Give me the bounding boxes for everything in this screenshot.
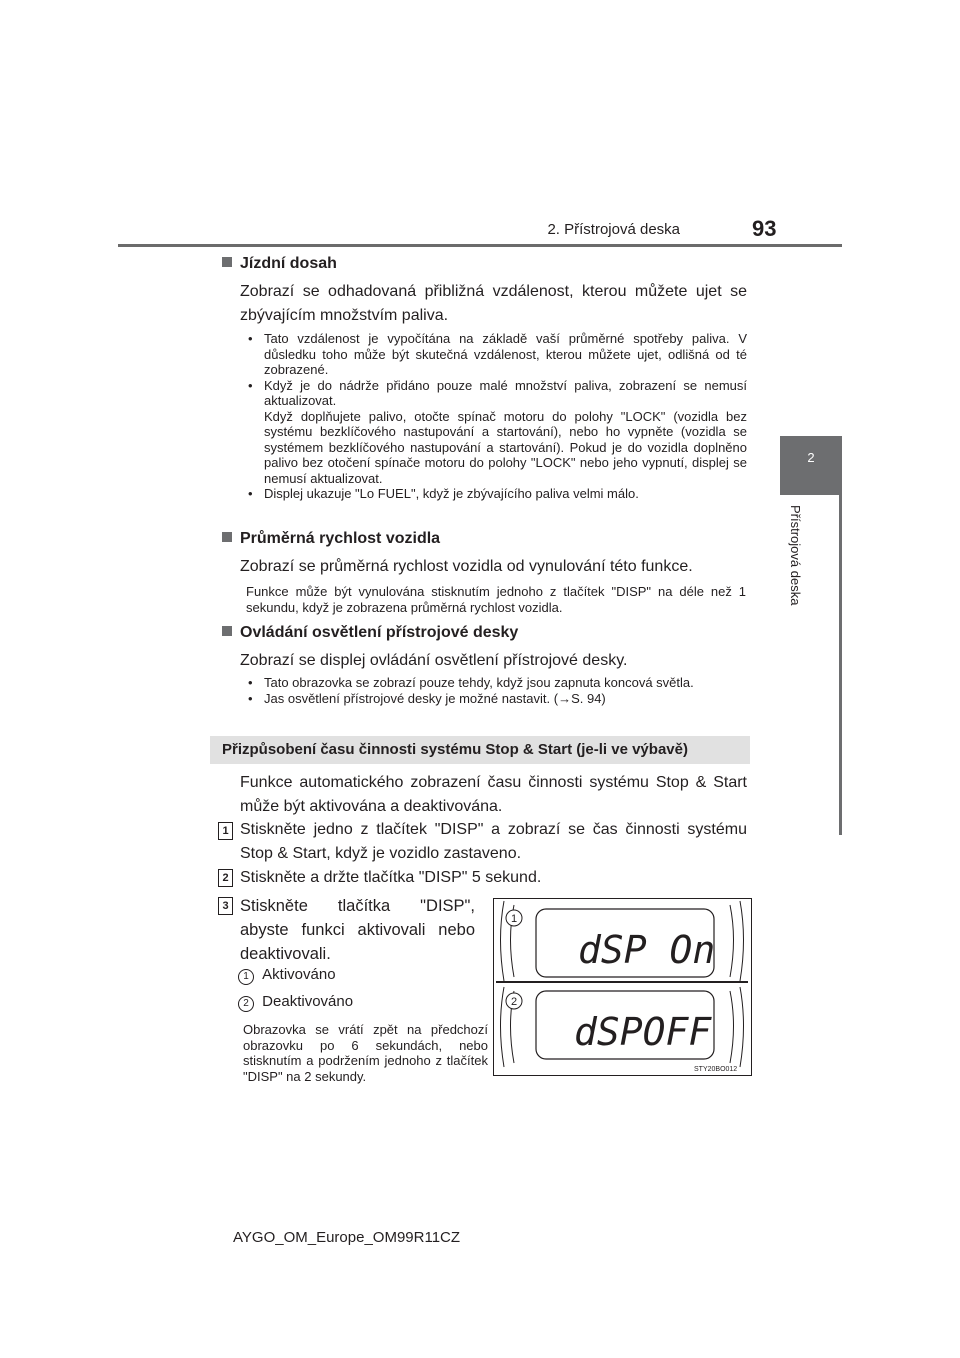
section-lead: Zobrazí se průměrná rychlost vozidla od vynulování této funkce. — [240, 558, 693, 575]
step-number: 2 — [218, 869, 233, 887]
section-title-text: Jízdní dosah — [240, 255, 337, 272]
step-text: Stiskněte a držte tlačítka "DISP" 5 sekund. — [240, 869, 542, 886]
section-marker-icon — [222, 532, 232, 542]
list-item: • Jas osvětlení přístrojové desky je možné nastavit. (→S. 94) — [248, 690, 606, 706]
chapter-label: Přístrojová deska — [788, 505, 803, 606]
step-number: 3 — [218, 897, 233, 915]
legend-item-deactivated — [238, 993, 353, 1012]
section-title-text: Ovládání osvětlení přístrojové desky — [240, 624, 519, 641]
section-lead: Zobrazí se displej ovládání osvětlení přístrojové desky. — [240, 652, 628, 669]
figure-callout-1: 1 — [510, 913, 518, 925]
page-number: 93 — [752, 216, 777, 241]
step-note: Obrazovka se vrátí zpět na předchozí obrazovku po 6 sekundách, nebo stisknutím a podržením jednoho z tlačítek "DISP" na 2 sekundy. — [243, 1022, 488, 1084]
figure-callout-2: 2 — [510, 996, 518, 1008]
section-note: Funkce může být vynulována stisknutím jednoho z tlačítek "DISP" na déle než 1 sekundu, když je zobrazena průměrná rychlost vozidla. — [246, 584, 746, 615]
section-lead: Zobrazí se odhadovaná přibližná vzdálenost, kterou můžete ujet se zbývajícím množstvím paliva. — [240, 283, 747, 324]
list-item: • Tato vzdálenost je vypočítána na základě vaší průměrné spotřeby paliva. V důsledku toho může být skutečná vzdálenost, kterou můžete ujet, odlišná od té zobrazené. — [248, 331, 747, 377]
section-marker-icon — [222, 626, 232, 636]
step-number: 1 — [218, 822, 233, 840]
section-marker-icon — [222, 257, 232, 267]
figure-code: STY20BO012 — [694, 1066, 738, 1073]
chapter-tab-bar — [839, 495, 842, 835]
intro-text: Funkce automatického zobrazení času činnosti systému Stop & Start může být aktivována a deaktivována. — [240, 774, 747, 815]
list-item: • Displej ukazuje "Lo FUEL", když je zbývajícího paliva velmi málo. — [248, 486, 639, 501]
section-title-avg-speed — [222, 530, 440, 548]
legend-label: Aktivováno — [262, 966, 336, 983]
display-text-off: dSPOFF — [574, 1010, 712, 1054]
display-text-on: dSP On — [578, 928, 716, 972]
step-text: Stiskněte jedno z tlačítek "DISP" a zobrazí se čas činnosti systému Stop & Start, když je vozidlo zastaveno. — [240, 821, 747, 862]
callout-number: 2 — [238, 996, 254, 1012]
callout-number: 1 — [238, 969, 254, 985]
bullet-list — [242, 675, 747, 706]
legend-label: Deaktivováno — [262, 993, 354, 1010]
subsection-banner-title: Přizpůsobení času činnosti systému Stop & Start (je-li ve výbavě) — [222, 741, 688, 758]
chapter-tab — [780, 436, 842, 495]
section-title-range — [222, 255, 337, 273]
list-item: • Když je do nádrže přidáno pouze malé množství paliva, zobrazení se nemusí aktualizovat. Když doplňujete palivo, otočte spínač motoru do polohy "LOCK" (vozidla bez systému bezklíčového nastupování a startování), nebo ho vypněte (vozidla se systémem bezklíčového nastupování a startování). Pokud je do vozidla doplněno palivo bez otočení spínače motoru do polohy "LOCK" nebo jeho vypnutí, displej se nemusí aktualizovat. — [248, 377, 747, 486]
footer-doc-id: AYGO_OM_Europe_OM99R11CZ — [233, 1229, 461, 1246]
chapter-number: 2 — [807, 450, 815, 465]
display-illustration-svg — [494, 899, 751, 1075]
header-rule — [118, 244, 842, 247]
step-text: Stiskněte tlačítka "DISP", abyste funkci aktivovali nebo deaktivovali. — [240, 897, 475, 963]
section-title-illumination — [222, 624, 518, 642]
display-illustration — [493, 898, 752, 1076]
list-item: • Tato obrazovka se zobrazí pouze tehdy, když jsou zapnuta koncová světla. — [248, 675, 694, 690]
legend-item-activated — [238, 966, 336, 985]
header-section-title: 2. Přístrojová deska — [547, 221, 680, 238]
section-title-text: Průměrná rychlost vozidla — [240, 530, 441, 547]
bullet-list — [242, 331, 747, 502]
